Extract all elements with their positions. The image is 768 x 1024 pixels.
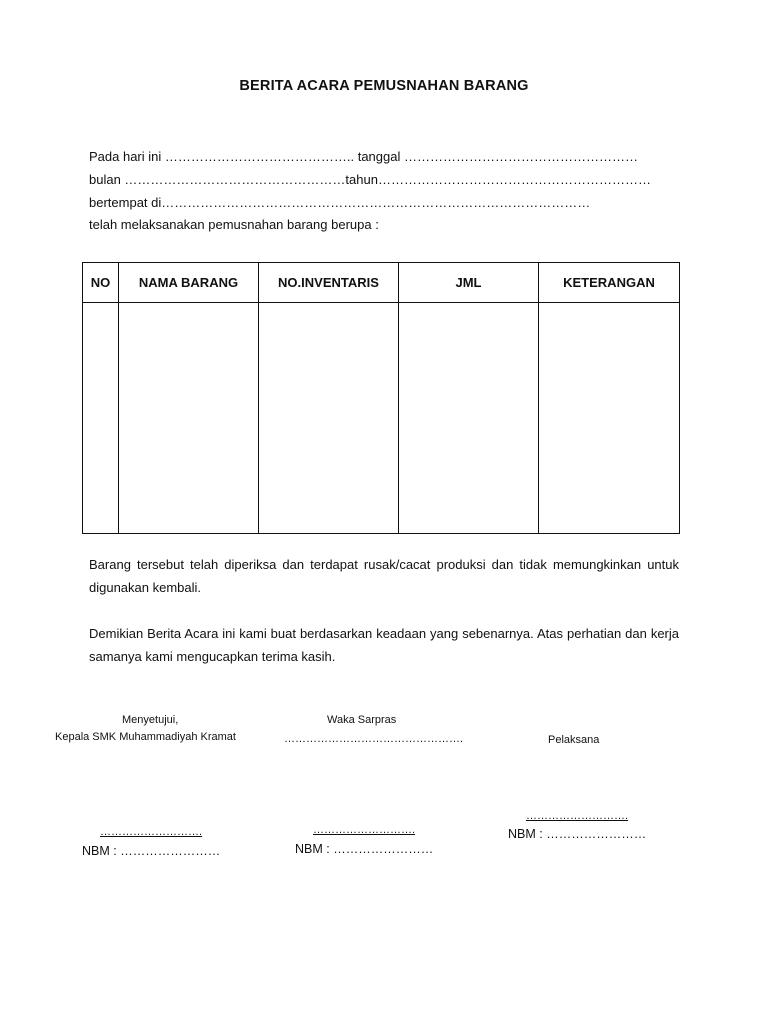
paragraph-condition: Barang tersebut telah diperiksa dan terdapat rusak/cacat produksi dan tidak memungkinkan untuk digunakan kembali.: [89, 557, 679, 595]
signature-middle-nbm: NBM : ……………………: [295, 842, 434, 856]
signature-left-nbm: NBM : ……………………: [82, 844, 221, 858]
cell-keterangan[interactable]: [539, 303, 680, 534]
signature-left-name-line: ……………………….: [100, 826, 203, 838]
cell-nama-barang[interactable]: [119, 303, 259, 534]
header-nama-barang: NAMA BARANG: [119, 263, 259, 303]
intro-line-statement: telah melaksanakan pemusnahan barang berupa :: [89, 217, 379, 232]
signature-right-nbm: NBM : ……………………: [508, 827, 647, 841]
cell-jml[interactable]: [399, 303, 539, 534]
header-no-inventaris: NO.INVENTARIS: [259, 263, 399, 303]
intro-line-month-year: bulan ……………………………………………tahun………………………………………………………: [89, 172, 651, 187]
table-header-row: [83, 263, 680, 303]
intro-line-date: Pada hari ini …………………………………….. tanggal ………………………………………………: [89, 149, 638, 164]
signature-right-role: Pelaksana: [548, 734, 600, 746]
signature-left-role: Kepala SMK Muhammadiyah Kramat: [55, 731, 236, 743]
table-row: [83, 303, 680, 534]
header-no: NO: [83, 263, 119, 303]
signature-middle-role: Waka Sarpras: [327, 714, 397, 726]
document-title: BERITA ACARA PEMUSNAHAN BARANG: [239, 78, 529, 94]
cell-no-inventaris[interactable]: [259, 303, 399, 534]
signature-right-name-line: ……………………….: [526, 810, 629, 822]
items-table: [82, 262, 680, 534]
signature-middle-name-line: ……………………….: [313, 824, 416, 836]
header-keterangan: KETERANGAN: [539, 263, 680, 303]
signature-middle-role-name: ………………………………………….: [284, 733, 464, 745]
header-jml: JML: [399, 263, 539, 303]
intro-line-place: bertempat di………………………………………………………………………………………: [89, 195, 591, 210]
cell-no[interactable]: [83, 303, 119, 534]
signature-left-label: Menyetujui,: [122, 714, 179, 726]
paragraph-closing: Demikian Berita Acara ini kami buat berdasarkan keadaan yang sebenarnya. Atas perhatian dan kerja samanya kami mengucapkan terima kasih.: [89, 626, 679, 664]
